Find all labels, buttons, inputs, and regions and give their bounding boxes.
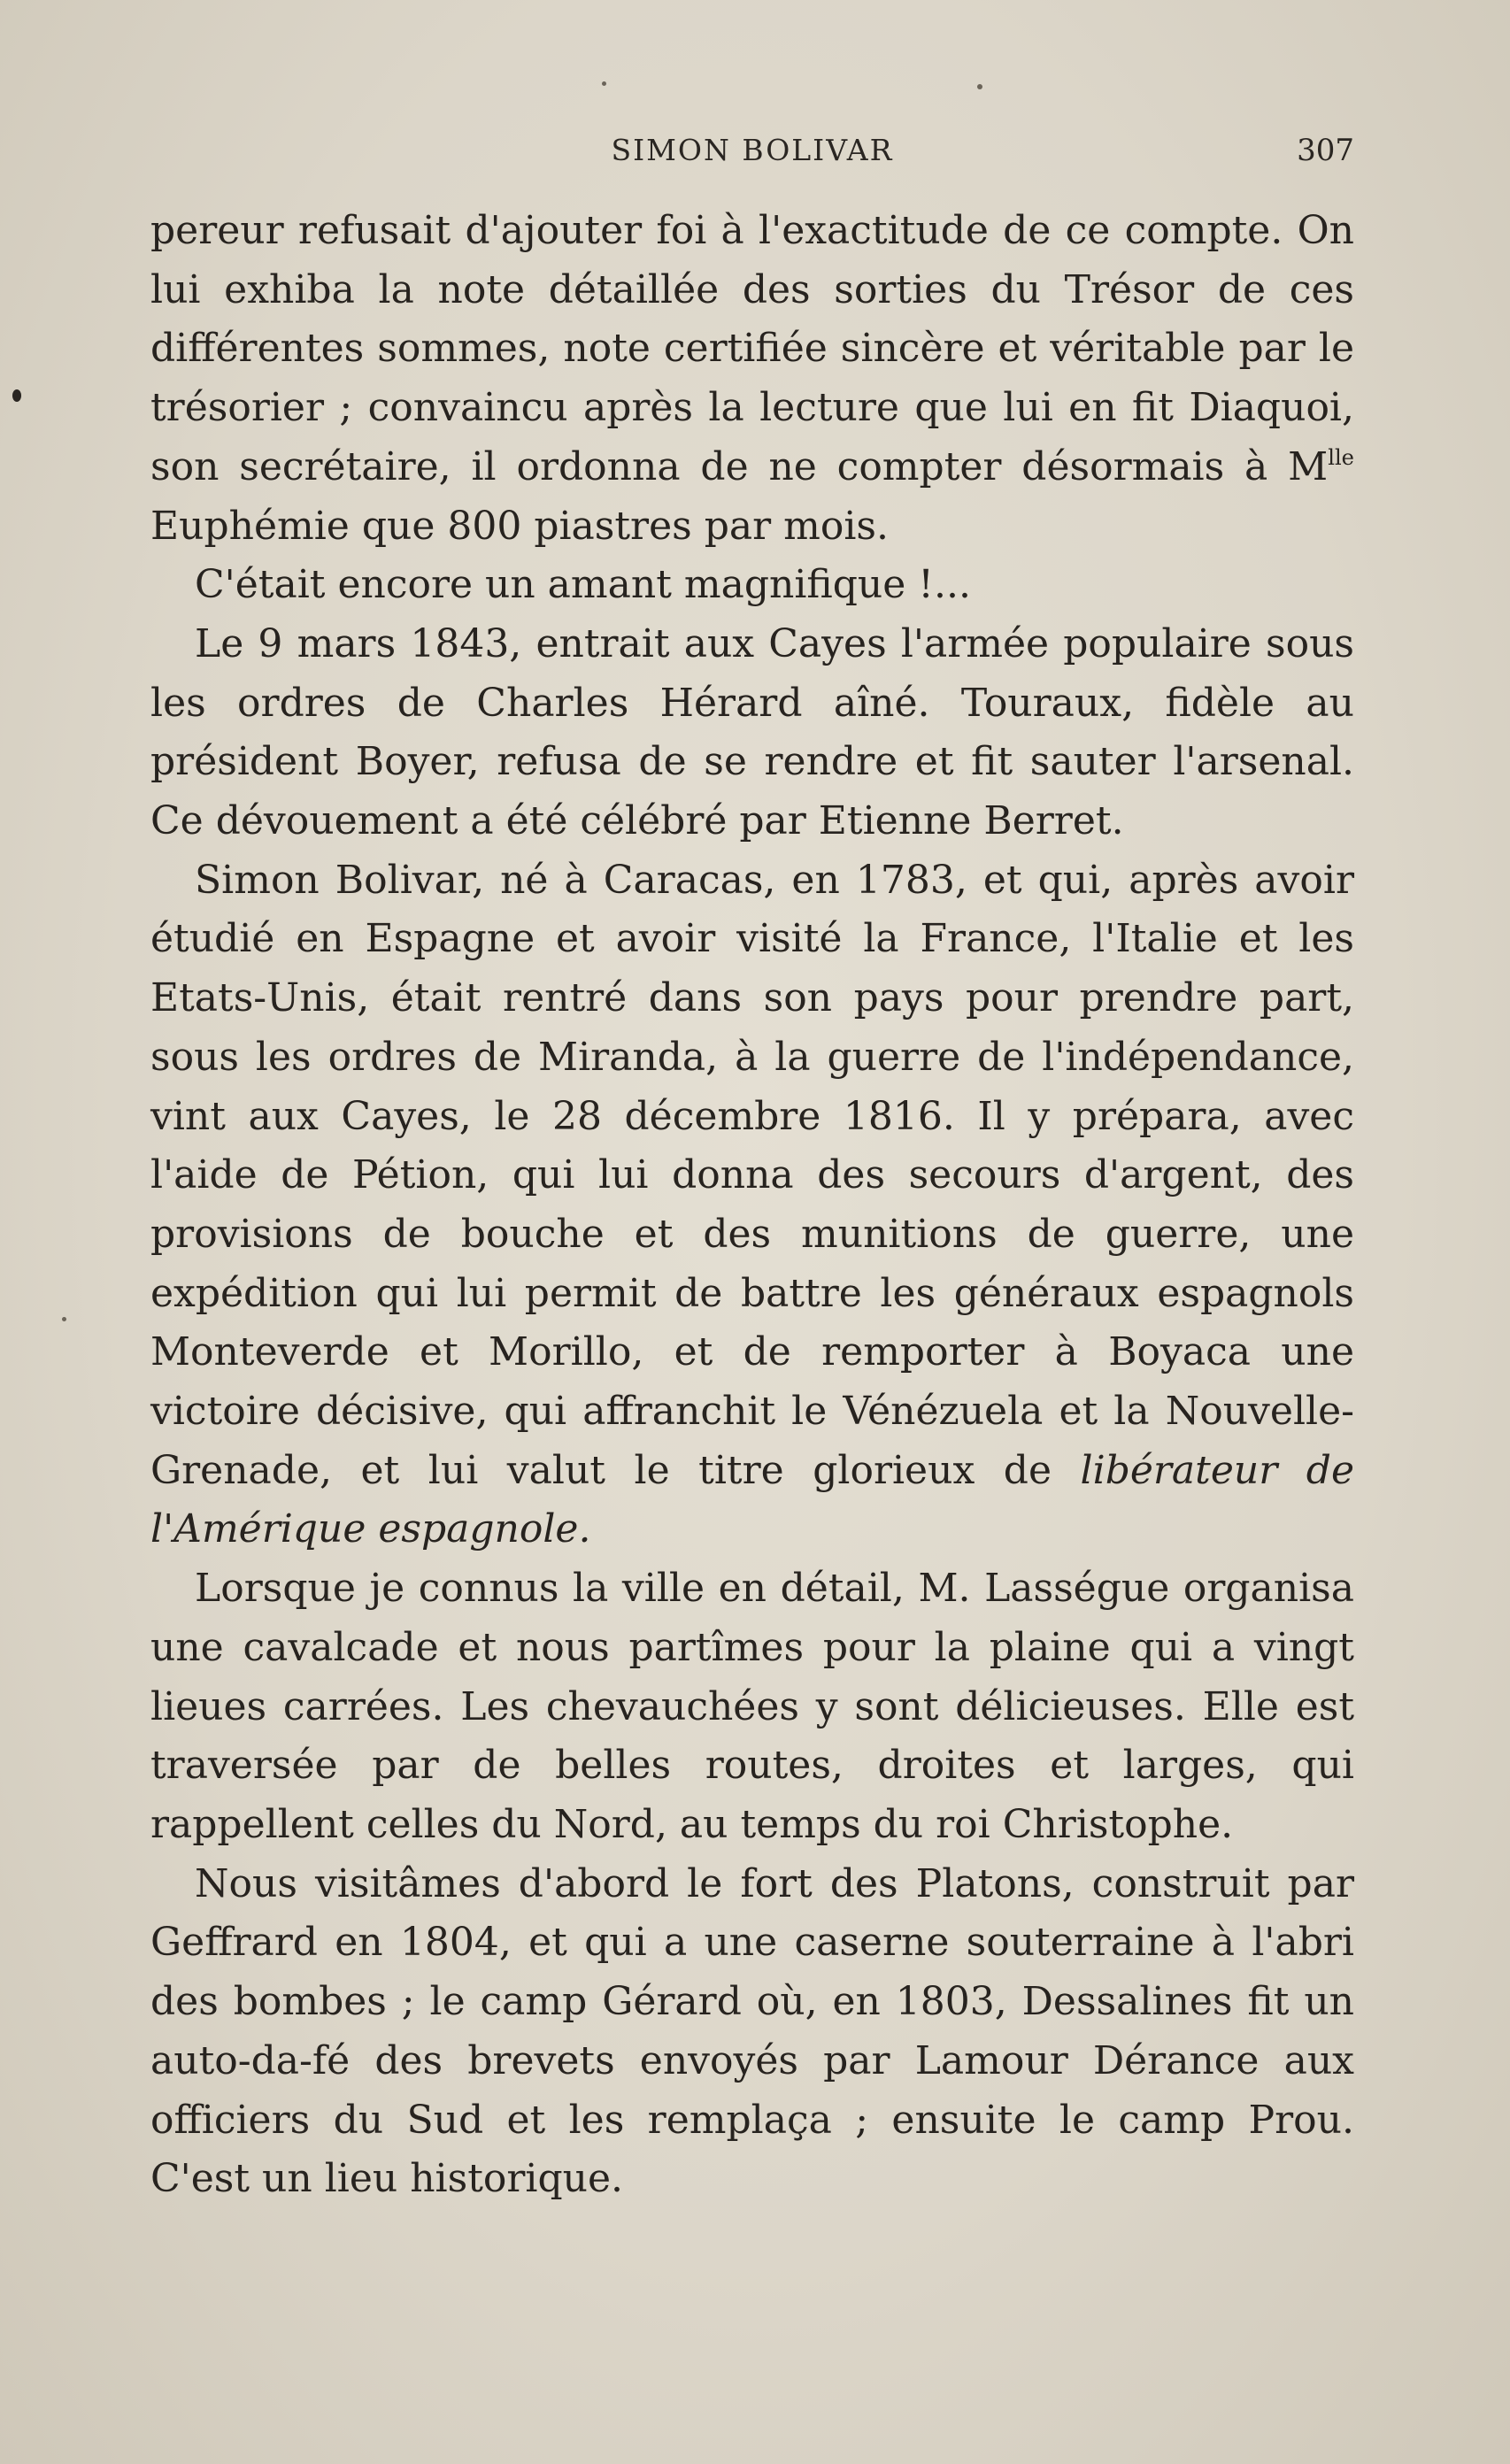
text-run: Simon Bolivar, né à Caracas, en 1783, et qui, après avoir étudié en Espagne et avoir visité la France, l'Italie et les Etats-Unis, était rentré dans son pays pour prendre part, sous les ordres de Miranda, à la guerre de l'indépendance, vint aux Cayes, le 28 décembre 1816. Il y prépara, avec l'aide de Pétion, qui lui donna des secours d'argent, des provisions de bouche et des munitions de guerre, une expédition qui lui permit de battre les généraux espagnols Monteverde et Morillo, et de remporter à Boyaca une victoire décisive, qui affranchit le Vénézuela et la Nouvelle-Grenade, et lui valut le titre glorieux de xyxy=(150,857,1354,1493)
paragraph xyxy=(150,851,1354,1559)
paper-speck xyxy=(62,1317,66,1321)
paragraph xyxy=(150,556,1354,615)
paragraph xyxy=(150,615,1354,851)
text-run: pereur refusait d'ajouter foi à l'exactitude de ce compte. On lui exhiba la note détaillée des sorties du Trésor de ces différentes sommes, note certifiée sincère et véritable par le trésorier ; convaincu après la lecture que lui en fit Diaquoi, son secrétaire, il ordonna de ne compter désormais à M xyxy=(150,208,1354,489)
paragraph xyxy=(150,1559,1354,1855)
paper-speck xyxy=(12,389,21,402)
paper-speck xyxy=(602,81,606,86)
running-title: SIMON BOLIVAR xyxy=(611,133,894,167)
running-head xyxy=(150,133,1354,177)
text-run: Lorsque je connus la ville en détail, M. Lasségue organisa une cavalcade et nous partîmes pour la plaine qui a vingt lieues carrées. Les chevauchées y sont délicieuses. Elle est traversée par de belles routes, droites et larges, qui rappellent celles du Nord, au temps du roi Christophe. xyxy=(150,1566,1354,1847)
text-run: Nous visitâmes d'abord le fort des Platons, construit par Geffrard en 1804, et qui a une caserne souterraine à l'abri des bombes ; le camp Gérard où, en 1803, Dessalines fit un auto-da-fé des brevets envoyés par Lamour Dérance aux officiers du Sud et les remplaça ; ensuite le camp Prou. C'est un lieu historique. xyxy=(150,1860,1354,2202)
paragraph xyxy=(150,202,1354,556)
paper-speck xyxy=(977,84,982,89)
text-run: Le 9 mars 1843, entrait aux Cayes l'armée populaire sous les ordres de Charles Hérard aîné. Touraux, fidèle au président Boyer, refusa de se rendre et fit sauter l'arsenal. Ce dévouement a été célébré par Etienne Berret. xyxy=(150,620,1354,844)
text-run: Euphémie que 800 piastres par mois. xyxy=(150,503,889,549)
italic-text: libérateur de l'Amérique espagnole. xyxy=(150,1447,1354,1552)
paragraph xyxy=(150,1855,1354,2209)
page-number: 307 xyxy=(1297,133,1354,168)
text-run: C'était encore un amant magnifique !... xyxy=(195,562,971,608)
superscript-text: lle xyxy=(1328,444,1354,470)
body-text xyxy=(150,202,1354,2209)
